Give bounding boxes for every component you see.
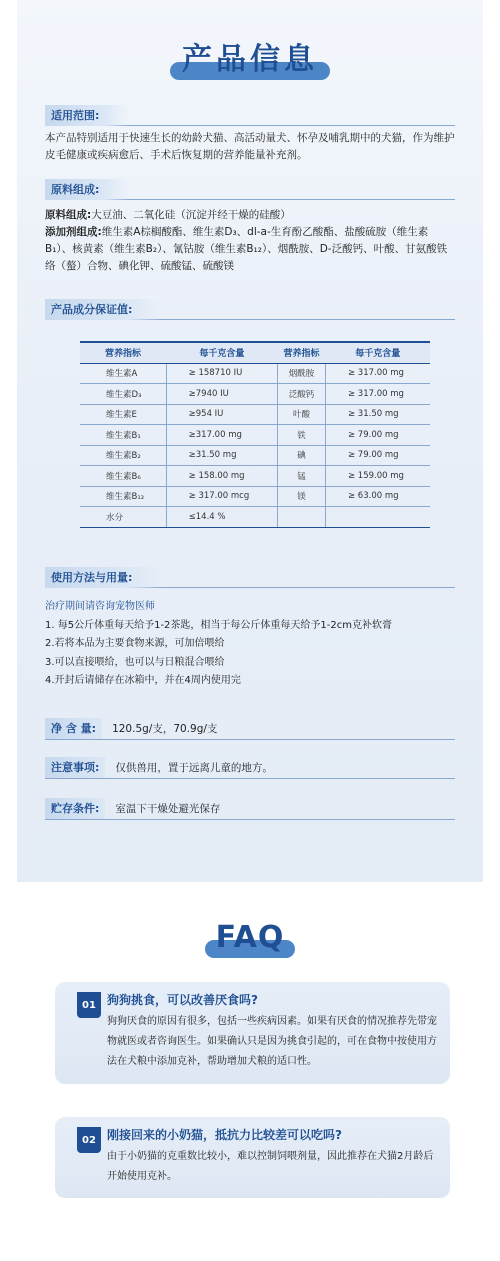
product-info-title-block xyxy=(0,42,500,78)
storage-label: 贮存条件: xyxy=(45,798,105,819)
table-cell: 维生素B₆ xyxy=(80,466,166,487)
faq-answer: 由于小奶猫的克重数比较小，难以控制饲喂剂量，因此推荐在犬猫2月龄后开始使用克补。 xyxy=(107,1151,434,1182)
usage-item: 4.开封后请储存在冰箱中，并在4周内使用完 xyxy=(45,675,241,686)
faq-card-1 xyxy=(55,982,450,1084)
faq-number-badge: 02 xyxy=(77,1127,101,1153)
faq-title-block xyxy=(0,920,500,956)
table-cell: 维生素D₃ xyxy=(80,384,166,405)
table-header-cell: 每千克含量 xyxy=(325,342,430,363)
ingredients-text xyxy=(45,207,455,275)
storage-value: 室温下干燥处避光保存 xyxy=(115,803,221,815)
usage-list xyxy=(45,598,475,691)
section-usage-header xyxy=(45,566,455,588)
table-cell: 镁 xyxy=(278,486,326,507)
section-guarantee-header xyxy=(45,298,455,320)
table-cell: 维生素A xyxy=(80,363,166,384)
table-cell: 维生素B₂ xyxy=(80,445,166,466)
table-cell: 碘 xyxy=(278,445,326,466)
raw-material-text: 大豆油、二氧化硅（沉淀并经干燥的硅酸） xyxy=(91,209,291,221)
table-row xyxy=(80,466,430,487)
table-cell: ≥ 31.50 mg xyxy=(325,404,430,425)
additive-text: 维生素A棕榈酸酯、维生素D₃、dl-a-生育酚乙酸酯、盐酸硫胺（维生素B₁）、核黄素（维生素B₂）、氰钴胺（维生素B₁₂）、烟酰胺、D-泛酸钙、叶酸、甘氨酸铁络（螯）合物、碘化钾、硫酸锰、硫酸镁 xyxy=(45,226,448,272)
faq-answer: 狗狗厌食的原因有很多，包括一些疾病因素。如果有厌食的情况推荐先带宠物就医或者咨询医生。如果确认只是因为挑食引起的，可在食物中按使用方法在犬粮中添加克补，帮助增加犬粮的适口性。 xyxy=(107,1016,437,1067)
table-cell: ≥317.00 mg xyxy=(166,425,277,446)
notice-value: 仅供兽用，置于远离儿童的地方。 xyxy=(115,762,273,774)
table-cell: 维生素B₁₂ xyxy=(80,486,166,507)
table-row xyxy=(80,507,430,528)
faq-question: 刚接回来的小奶猫，抵抗力比较差可以吃吗? xyxy=(107,1128,342,1142)
faq-title: FAQ xyxy=(215,920,285,955)
net-content-row xyxy=(45,718,455,740)
product-info-title: 产品信息 xyxy=(182,42,318,77)
table-cell: ≥ 79.00 mg xyxy=(325,445,430,466)
table-cell: ≥ 317.00 mg xyxy=(325,384,430,405)
table-cell: ≤14.4 % xyxy=(166,507,277,528)
nutrient-table-header-row xyxy=(80,342,430,363)
table-row xyxy=(80,363,430,384)
table-cell: ≥31.50 mg xyxy=(166,445,277,466)
usage-item: 3.可以直接喂给，也可以与日粮混合喂给 xyxy=(45,656,225,668)
raw-material-label: 原料组成: xyxy=(45,209,92,221)
raw-material-line xyxy=(45,207,455,224)
table-header-cell: 每千克含量 xyxy=(166,342,277,363)
notice-label: 注意事项: xyxy=(45,757,105,778)
scope-text: 本产品特别适用于快速生长的幼龄犬猫、高活动量犬、怀孕及哺乳期中的犬猫，作为维护皮毛健康或疾病愈后、手术后恢复期的营养能量补充剂。 xyxy=(45,132,455,161)
additive-label: 添加剂组成: xyxy=(45,226,102,238)
section-ingredients-label: 原料组成: xyxy=(45,179,129,200)
table-row xyxy=(80,445,430,466)
usage-item: 1. 每5公斤体重每天给予1-2茶匙，相当于每公斤体重每天给予1-2cm克补软膏 xyxy=(45,619,392,631)
table-cell: ≥ 317.00 mg xyxy=(325,363,430,384)
section-usage-label: 使用方法与用量: xyxy=(45,567,162,588)
notice-row xyxy=(45,757,455,779)
table-cell: ≥ 158710 IU xyxy=(166,363,277,384)
table-cell: 叶酸 xyxy=(278,404,326,425)
table-cell xyxy=(278,507,326,528)
nutrient-table-body xyxy=(80,363,430,527)
table-cell: ≥ 158.00 mg xyxy=(166,466,277,487)
table-cell: 维生素E xyxy=(80,404,166,425)
section-scope-label: 适用范围: xyxy=(45,105,129,126)
table-row xyxy=(80,425,430,446)
table-cell: 泛酸钙 xyxy=(278,384,326,405)
section-ingredients-header xyxy=(45,178,455,200)
net-content-label: 净 含 量: xyxy=(45,718,102,739)
table-row xyxy=(80,384,430,405)
table-header-cell: 营养指标 xyxy=(80,342,166,363)
table-cell: ≥ 317.00 mcg xyxy=(166,486,277,507)
table-cell: ≥ 79.00 mg xyxy=(325,425,430,446)
faq-question: 狗狗挑食，可以改善厌食吗? xyxy=(107,993,258,1007)
net-content-value: 120.5g/支，70.9g/支 xyxy=(112,723,218,735)
table-cell: ≥954 IU xyxy=(166,404,277,425)
section-guarantee-label: 产品成分保证值: xyxy=(45,299,162,320)
table-cell: ≥ 159.00 mg xyxy=(325,466,430,487)
additive-line xyxy=(45,224,455,275)
usage-lead: 治疗期间请咨询宠物医师 xyxy=(45,601,155,612)
usage-item: 2.若将本品为主要食物来源，可加倍喂给 xyxy=(45,638,225,649)
table-cell: 维生素B₁ xyxy=(80,425,166,446)
table-cell: 水分 xyxy=(80,507,166,528)
table-cell: 锰 xyxy=(278,466,326,487)
table-header-cell: 营养指标 xyxy=(278,342,326,363)
table-cell: ≥7940 IU xyxy=(166,384,277,405)
faq-number-badge: 01 xyxy=(77,992,101,1018)
nutrient-table xyxy=(80,341,430,528)
table-cell: 烟酰胺 xyxy=(278,363,326,384)
table-cell: 铁 xyxy=(278,425,326,446)
table-cell: ≥ 63.00 mg xyxy=(325,486,430,507)
faq-card-2 xyxy=(55,1117,450,1198)
storage-row xyxy=(45,798,455,820)
table-row xyxy=(80,404,430,425)
table-cell xyxy=(325,507,430,528)
section-scope-header xyxy=(45,104,455,126)
table-row xyxy=(80,486,430,507)
